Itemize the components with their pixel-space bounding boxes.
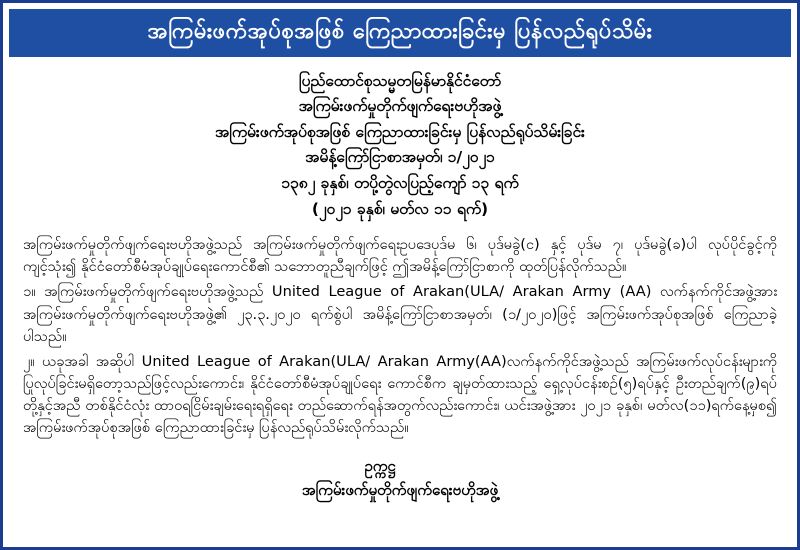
document-title-bar xyxy=(9,9,791,57)
body-paragraph-preamble: အကြမ်းဖက်မှုတိုက်ဖျက်ရေးဗဟိုအဖွဲ့သည် အကြမ်းဖက်မှုတိုက်ဖျက်ရေးဥပဒေပုဒ်မ ၆၊ ပုဒ်မခွဲ(င) နှင့် ပုဒ်မ ၇၊ ပုဒ်မခွဲ(ခ)ပါ လုပ်ပိုင်ခွင့်ကို ကျင့်သုံး၍ နိုင်ငံတော်စီမံအုပ်ချုပ်ရေးကောင်စီ၏ သဘောတူညီချက်ဖြင့် ဤအမိန့်ကြော်ငြာစာကို ထုတ်ပြန်လိုက်သည်။ xyxy=(23,236,777,276)
header-line-gregorian-date: (၂၀၂၁ ခုနှစ်၊ မတ်လ ၁၁ ရက်) xyxy=(311,199,489,218)
signature-organization: အကြမ်းဖက်မှုတိုက်ဖျက်ရေးဗဟိုအဖွဲ့ xyxy=(301,480,499,499)
document-header xyxy=(9,69,791,222)
header-line-order-number: အမိန့်ကြော်ငြာစာအမှတ်၊ ၁/၂၀၂၁ xyxy=(305,148,495,167)
signature-title: ဥက္ကဋ္ဌ xyxy=(364,456,396,475)
header-line-organization: အကြမ်းဖက်မှုတိုက်ဖျက်ရေးဗဟိုအဖွဲ့ xyxy=(298,97,502,116)
body-paragraph-1: ၁။ အကြမ်းဖက်မှုတိုက်ဖျက်ရေးဗဟိုအဖွဲ့သည် United League of Arakan(ULA/ Arakan Army (AA) လက်နက်ကိုင်အဖွဲ့အား အကြမ်းဖက်မှုတိုက်ဖျက်ရေးဗဟိုအဖွဲ့၏ ၂၃.၃.၂၀၂၀ ရက်စွဲပါ အမိန့်ကြော်ငြာစာအမှတ်၊ (၁/၂၀၂၀)ဖြင့် အကြမ်းဖက်အုပ်စုအဖြစ် ကြေညာခဲ့ပါသည်။ xyxy=(23,283,777,345)
document-body xyxy=(9,234,791,440)
page-title: အကြမ်းဖက်အုပ်စုအဖြစ် ကြေညာထားခြင်းမှ ပြန်လည်ရုပ်သိမ်း xyxy=(147,19,653,44)
header-line-burmese-date: ၁၃၈၂ ခုနှစ်၊ တပို့တွဲလပြည့်ကျော် ၁၃ ရက် xyxy=(281,173,519,192)
signature-block xyxy=(9,454,791,502)
header-line-country: ပြည်ထောင်စုသမ္မတမြန်မာနိုင်ငံတော် xyxy=(298,71,502,90)
body-paragraph-2: ၂။ ယခုအခါ အဆိုပါ United League of Arakan(ULA/ Arakan Army(AA)လက်နက်ကိုင်အဖွဲ့သည် အကြမ်းဖက်လုပ်ငန်းများကို ပြုလုပ်ခြင်းမရှိတော့သည်ဖြင့်လည်းကောင်း၊ နိုင်ငံတော်စီမံအုပ်ချုပ်ရေး ကောင်စီက ချမှတ်ထားသည့် ရှေ့လုပ်ငန်းစဉ်(၅)ရပ်နှင့် ဦးတည်ချက်(၉)ရပ်တို့နှင့်အညီ တစ်နိုင်ငံလုံး ထာဝရငြိမ်းချမ်းရေးရရှိရေး တည်ဆောက်ရန်အတွက်လည်းကောင်း၊ ယင်းအဖွဲ့အား ၂၀၂၁ ခုနှစ်၊ မတ်လ(၁၁)ရက်နေ့မှစ၍ အကြမ်းဖက်အုပ်စုအဖြစ် ကြေညာထားခြင်းမှ ပြန်လည်ရုပ်သိမ်းလိုက်သည်။ xyxy=(23,352,777,437)
header-line-subject: အကြမ်းဖက်အုပ်စုအဖြစ် ကြေညာထားခြင်းမှ ပြန်လည်ရုပ်သိမ်းခြင်း xyxy=(214,122,585,141)
